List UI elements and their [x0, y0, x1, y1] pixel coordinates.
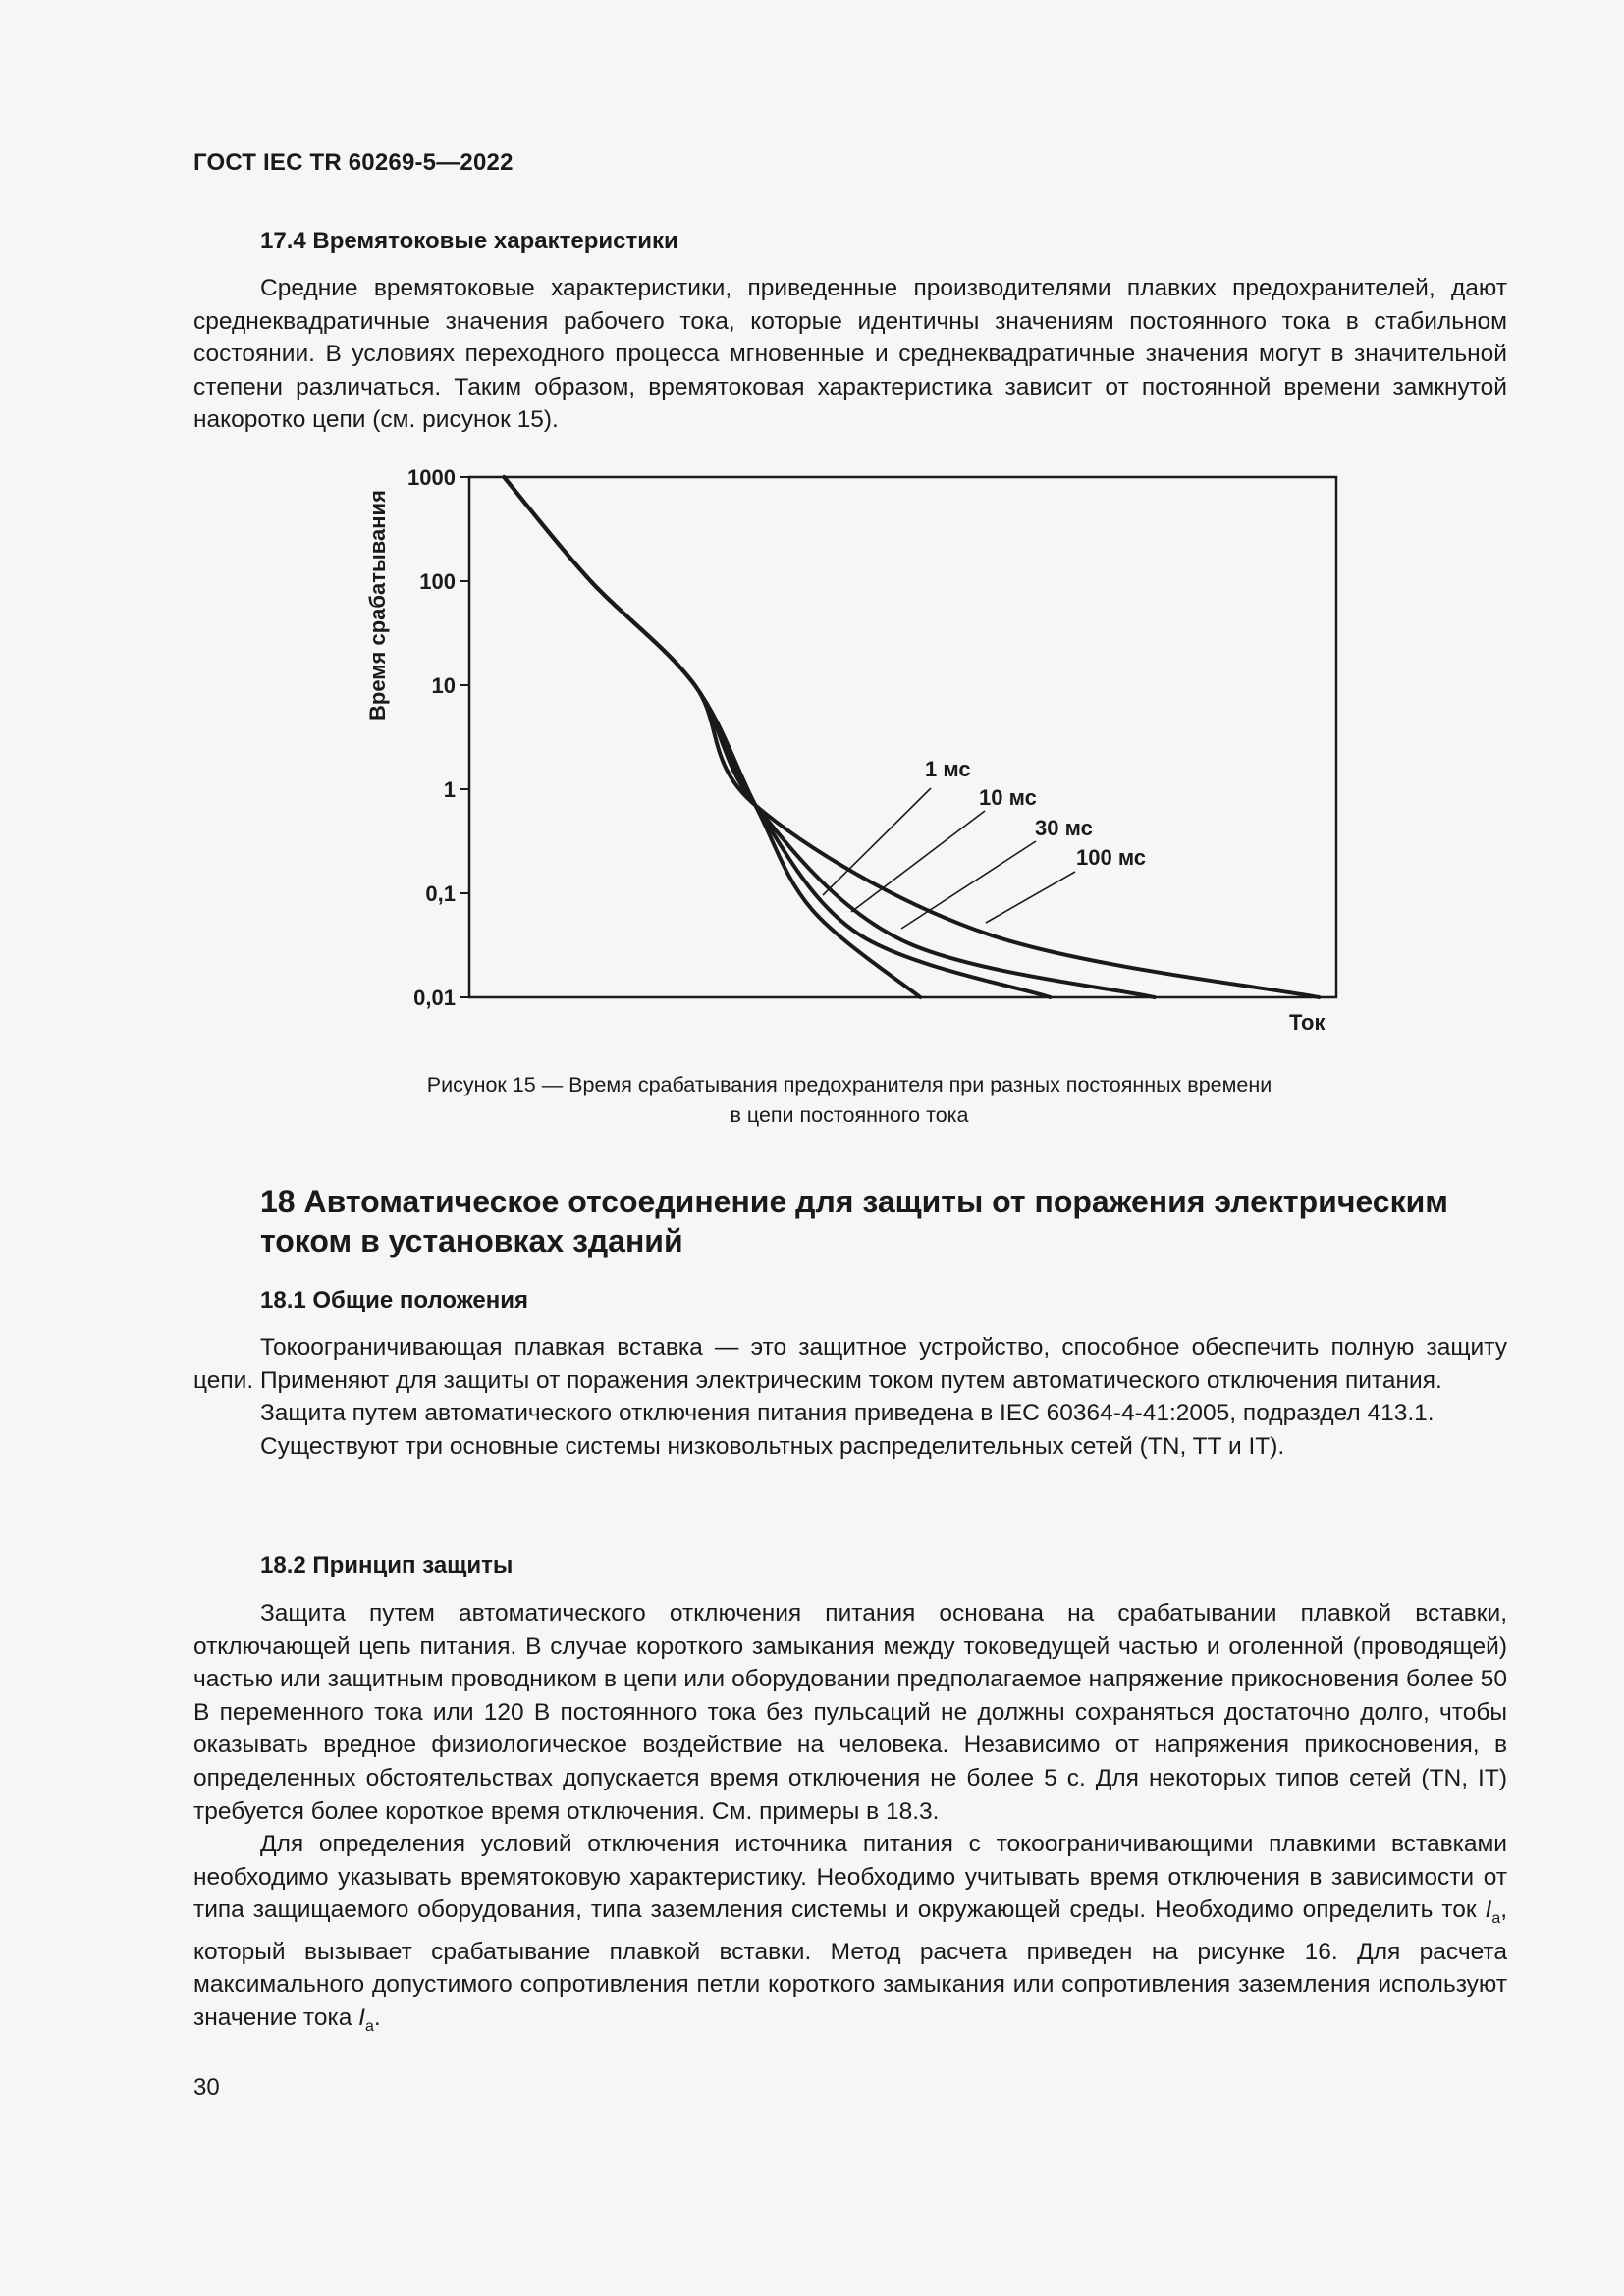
text-segment: , который вызывает срабатывание плавкой вставки. Метод расчета приведен на рисунке 16. Для расчета максимального допустимого сопротивления петли короткого замыкания или сопротивления заземления используют значение тока	[193, 1896, 1507, 2032]
leader-line-10ms	[851, 811, 985, 912]
y-axis-label: Время срабатывания	[365, 490, 390, 721]
figure-caption	[295, 1070, 1404, 1131]
caption-line-2: в цепи постоянного тока	[730, 1103, 969, 1127]
paragraph	[193, 1828, 1507, 2043]
text-segment: Для определения условий отключения источника питания с токоограничивающими плавкими вставками необходимо указывать времятоковую характеристику. Необходимо учитывать время отключения в зависимости от типа защищаемого оборудования, типа заземления системы и окружающей среды. Необходимо определить ток	[193, 1831, 1507, 1924]
text-segment: .	[373, 2004, 381, 2032]
x-axis-label: Ток	[1289, 1010, 1326, 1035]
series-annotation-lines	[823, 788, 1075, 929]
y-ticks	[407, 465, 469, 1010]
section-18-1-heading: 18.1 Общие положения	[260, 1287, 529, 1313]
series-label-1ms: 1 мс	[925, 757, 971, 781]
document-header: ГОСТ IEC TR 60269-5—2022	[193, 149, 514, 176]
series-label-100ms: 100 мс	[1076, 845, 1147, 870]
paragraph: Защита путем автоматического отключения питания основана на срабатывании плавкой вставки, отключающей цепь питания. В случае короткого замыкания между токоведущей частью и оголенной (проводящей) частью или защитным проводником в цепи или оборудовании предполагаемое напряжение прикосновения более 50 В переменного тока или 120 В постоянного тока без пульсаций не должны сохраняться достаточно долго, чтобы оказывать вредное физиологическое воздействие на человека. Независимо от напряжения прикосновения, в определенных обстоятельствах допускается время отключения не более 5 с. Для некоторых типов сетей (TN, IT) требуется более короткое время отключения. См. примеры в 18.3.	[193, 1600, 1507, 1825]
section-18-2-body	[193, 1597, 1507, 2044]
current-symbol: I	[1485, 1896, 1492, 1924]
series-label-30ms: 30 мс	[1035, 816, 1093, 840]
y-tick-label: 1000	[407, 465, 456, 490]
section-18-heading: 18 Автоматическое отсоединение для защиты от поражения электрическим током в установках зданий	[260, 1184, 1448, 1258]
y-tick-label: 1	[443, 777, 456, 802]
series-line-10мс	[504, 477, 1050, 997]
plot-frame	[469, 477, 1336, 997]
paragraph: Существуют три основные системы низковольтных распределительных сетей (TN, TT и IT).	[260, 1432, 1285, 1460]
section-18-1-body	[193, 1331, 1507, 1463]
paragraph: Средние времятоковые характеристики, приведенные производителями плавких предохранителей, дают среднеквадратичные значения рабочего тока, которые идентичны значениям постоянного тока в стабильном состоянии. В условиях переходного процесса мгновенные и среднеквадратичные значения могут в значительной степени различаться. Таким образом, времятоковая характеристика зависит от постоянной времени замкнутой накоротко цепи (см. рисунок 15).	[193, 275, 1507, 434]
y-tick-label: 100	[419, 569, 456, 594]
paragraph: Защита путем автоматического отключения питания приведена в IEC 60364-4-41:2005, подраздел 413.1.	[260, 1400, 1435, 1427]
leader-line-100ms	[986, 872, 1075, 923]
paragraph: Токоограничивающая плавкая вставка — это защитное устройство, способное обеспечить полную защиту цепи. Применяют для защиты от поражения электрическим током путем автоматического отключения питания.	[193, 1334, 1507, 1394]
current-symbol: I	[358, 2004, 365, 2032]
y-tick-label: 0,01	[413, 986, 456, 1010]
caption-line-1: Рисунок 15 — Время срабатывания предохранителя при разных постоянных времени	[426, 1073, 1272, 1096]
section-18-2-heading: 18.2 Принцип защиты	[260, 1552, 514, 1578]
current-subscript: a	[364, 2017, 374, 2035]
series-line-100мс	[504, 477, 1319, 997]
section-17-4-heading: 17.4 Времятоковые характеристики	[260, 228, 678, 254]
leader-line-1ms	[823, 788, 931, 895]
y-tick-label: 0,1	[425, 881, 456, 906]
figure-15-chart	[0, 0, 1624, 1060]
y-tick-label: 10	[431, 673, 456, 698]
page-number: 30	[193, 2074, 220, 2101]
series-label-10ms: 10 мс	[979, 785, 1037, 810]
current-subscript: a	[1491, 1910, 1501, 1928]
series-line-30мс	[504, 477, 1154, 997]
leader-line-30ms	[901, 841, 1036, 929]
curves	[504, 477, 1319, 997]
